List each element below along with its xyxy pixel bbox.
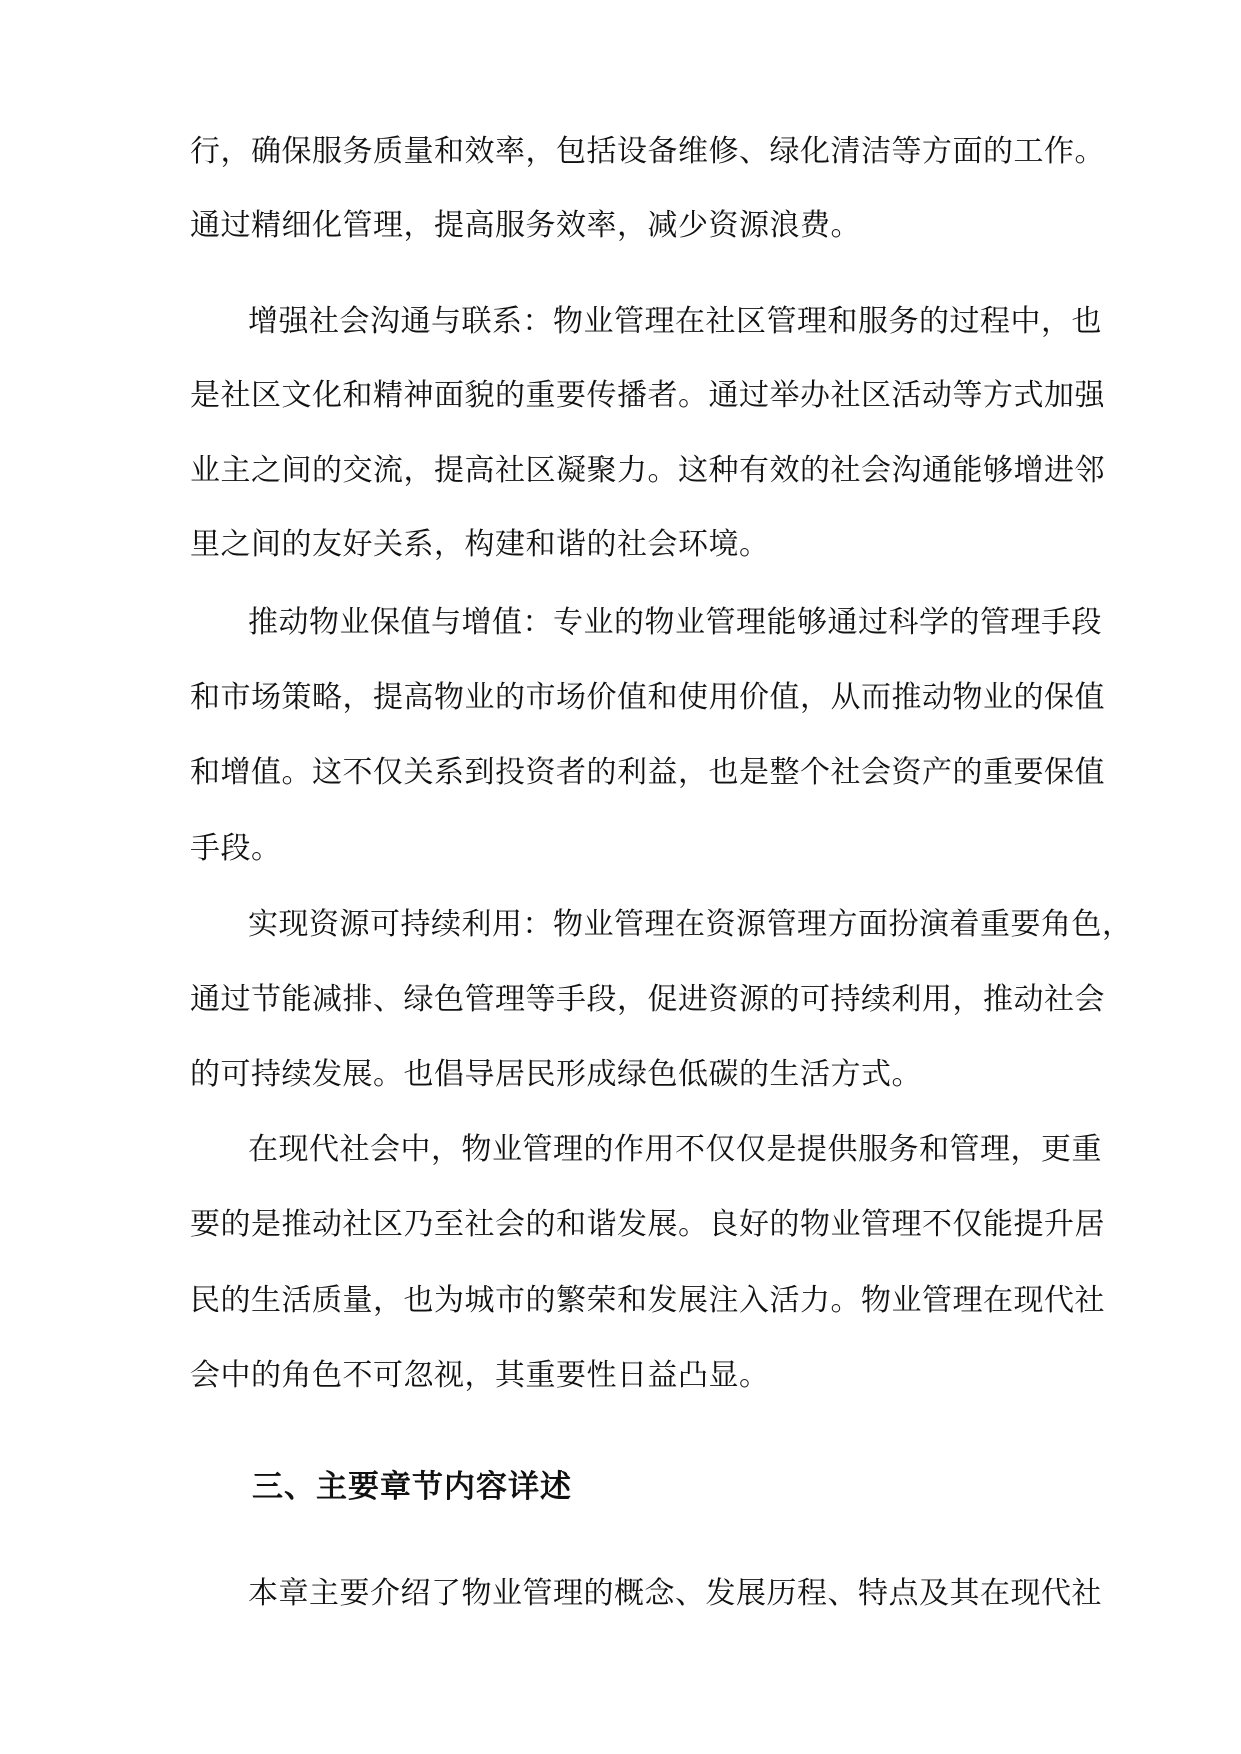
paragraph-start-line: 增强社会沟通与联系：物业管理在社区管理和服务的过程中，也	[248, 304, 1102, 339]
paragraph-start-line: 推动物业保值与增值：专业的物业管理能够通过科学的管理手段	[248, 605, 1102, 640]
body-text-line: 和市场策略，提高物业的市场价值和使用价值，从而推动物业的保值	[190, 680, 1105, 715]
paragraph-start-line: 在现代社会中，物业管理的作用不仅仅是提供服务和管理，更重	[248, 1132, 1102, 1167]
body-text-line: 行，确保服务质量和效率，包括设备维修、绿化清洁等方面的工作。	[190, 134, 1105, 169]
paragraph-start-line: 实现资源可持续利用：物业管理在资源管理方面扮演着重要角色，	[248, 907, 1133, 942]
body-text-line: 业主之间的交流，提高社区凝聚力。这种有效的社会沟通能够增进邻	[190, 453, 1105, 488]
body-text-line: 民的生活质量，也为城市的繁荣和发展注入活力。物业管理在现代社	[190, 1283, 1105, 1318]
body-text-line: 通过节能减排、绿色管理等手段，促进资源的可持续利用，推动社会	[190, 982, 1105, 1017]
body-text-line: 会中的角色不可忽视，其重要性日益凸显。	[190, 1358, 770, 1393]
body-text-line: 里之间的友好关系，构建和谐的社会环境。	[190, 527, 770, 562]
body-text-line: 通过精细化管理，提高服务效率，减少资源浪费。	[190, 208, 861, 243]
body-text-line: 手段。	[190, 831, 282, 866]
body-text-line: 是社区文化和精神面貌的重要传播者。通过举办社区活动等方式加强	[190, 378, 1105, 413]
body-text-line: 要的是推动社区乃至社会的和谐发展。良好的物业管理不仅能提升居	[190, 1207, 1105, 1242]
body-text-line: 的可持续发展。也倡导居民形成绿色低碳的生活方式。	[190, 1057, 922, 1092]
body-text-line: 和增值。这不仅关系到投资者的利益，也是整个社会资产的重要保值	[190, 755, 1105, 790]
paragraph-start-line: 本章主要介绍了物业管理的概念、发展历程、特点及其在现代社	[248, 1576, 1102, 1611]
section-heading: 三、主要章节内容详述	[252, 1469, 572, 1505]
